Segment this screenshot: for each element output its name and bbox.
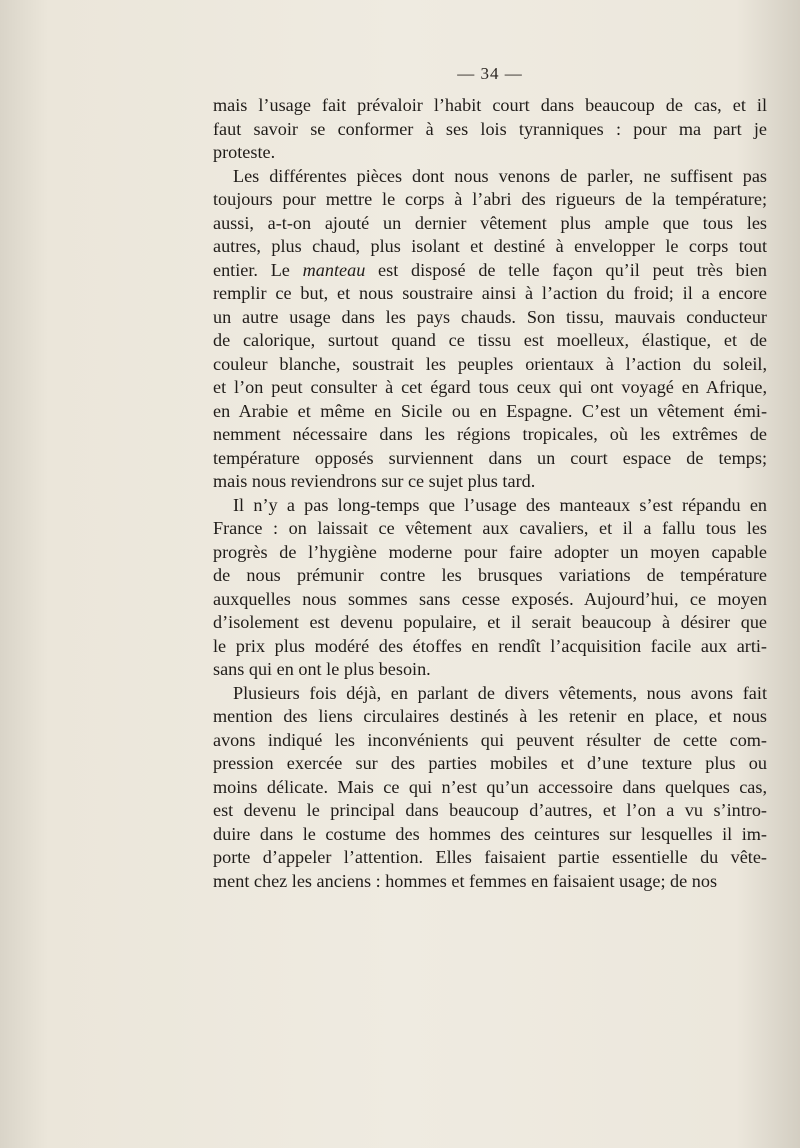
text-line: faut savoir se conformer à ses lois tyranniques : pour ma part je xyxy=(213,118,767,139)
text-line: entier. Le manteau est disposé de telle façon qu’il peut très bien xyxy=(213,259,767,280)
text-line: couleur blanche, soustrait les peuples orientaux à l’action du soleil, xyxy=(213,353,767,374)
text-line: ment chez les anciens : hommes et femmes en faisaient usage; de nos xyxy=(213,870,718,891)
text-line: Il n’y a pas long-temps que l’usage des manteaux s’est répandu en xyxy=(233,494,767,515)
emphasized-word: manteau xyxy=(302,259,366,280)
text-line: pression exercée sur des parties mobiles et d’une texture plus ou xyxy=(213,753,767,773)
text-line: remplir ce but, et nous soustraire ainsi à l’action du froid; il a encore xyxy=(213,283,767,303)
text-line: France : on laissait ce vêtement aux cavaliers, et il a fallu tous les xyxy=(213,518,767,538)
text-line: d’isolement est devenu populaire, et il serait beaucoup à désirer que xyxy=(213,612,767,632)
text-line: de nous prémunir contre les brusques variations de température xyxy=(213,565,767,585)
text-line: progrès de l’hygiène moderne pour faire adopter un moyen capable xyxy=(213,541,767,562)
text-line: mais nous reviendrons sur ce sujet plus tard. xyxy=(213,471,536,491)
text-line: Les différentes pièces dont nous venons de parler, ne suffisent pas xyxy=(233,165,767,186)
text-line: avons indiqué les inconvénients qui peuvent résulter de cette com- xyxy=(213,729,767,750)
text-line: un autre usage dans les pays chauds. Son tissu, mauvais conducteur xyxy=(213,306,767,327)
paragraph xyxy=(213,165,767,494)
body-text xyxy=(213,94,767,893)
text-line: auxquelles nous sommes sans cesse exposés. Aujourd’hui, ce moyen xyxy=(213,588,767,609)
text-line: température opposés surviennent dans un court espace de temps; xyxy=(213,447,767,468)
text-line: sans qui en ont le plus besoin. xyxy=(213,659,431,679)
text-line: autres, plus chaud, plus isolant et destiné à envelopper le corps tout xyxy=(213,236,767,256)
paragraph xyxy=(213,94,767,165)
text-line: nemment nécessaire dans les régions tropicales, où les extrêmes de xyxy=(213,424,767,444)
paragraph xyxy=(213,682,767,894)
text-line: en Arabie et même en Sicile ou en Espagne. C’est un vêtement émi- xyxy=(213,400,767,421)
text-line: Plusieurs fois déjà, en parlant de divers vêtements, nous avons fait xyxy=(233,682,767,703)
text-line: est devenu le principal dans beaucoup d’autres, et l’on a vu s’intro- xyxy=(213,800,767,820)
text-line: mention des liens circulaires destinés à les retenir en place, et nous xyxy=(213,706,767,726)
page-number: — 34 — xyxy=(457,64,523,83)
paragraph xyxy=(213,494,767,682)
text-line: toujours pour mettre le corps à l’abri des rigueurs de la température; xyxy=(213,189,767,209)
text-line: mais l’usage fait prévaloir l’habit court dans beaucoup de cas, et il xyxy=(213,95,767,115)
text-line: de calorique, surtout quand ce tissu est moelleux, élastique, et de xyxy=(213,330,767,350)
text-line: et l’on peut consulter à cet égard tous ceux qui ont voyagé en Afrique, xyxy=(213,377,767,397)
text-line: le prix plus modéré des étoffes en rendît l’acquisition facile aux arti- xyxy=(213,635,767,656)
text-line: aussi, a-t-on ajouté un dernier vêtement plus ample que tous les xyxy=(213,212,767,233)
text-line: proteste. xyxy=(213,142,276,162)
text-line: moins délicate. Mais ce qui n’est qu’un accessoire dans quelques cas, xyxy=(213,776,767,797)
text-line: duire dans le costume des hommes des ceintures sur lesquelles il im- xyxy=(213,823,767,844)
text-line: porte d’appeler l’attention. Elles faisaient partie essentielle du vête- xyxy=(213,847,767,867)
